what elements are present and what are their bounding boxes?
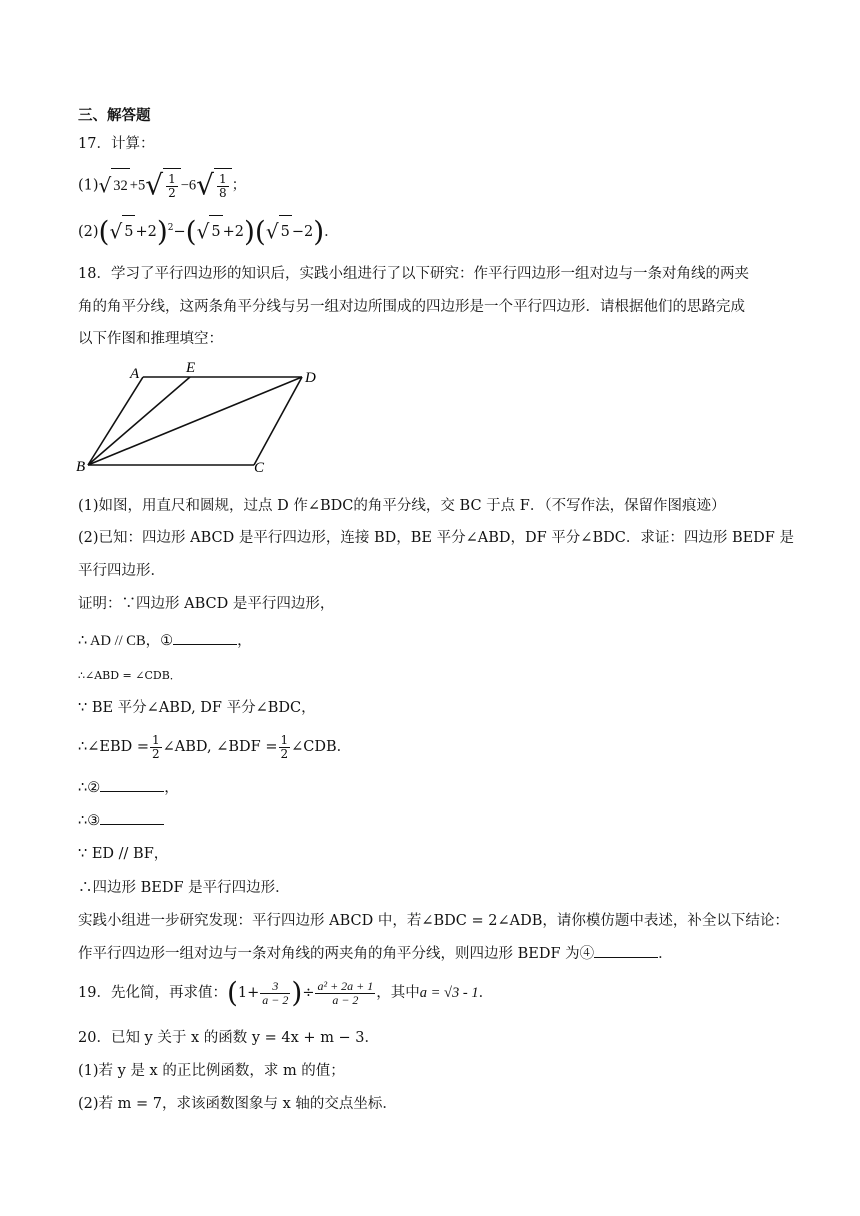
q19-divide: ÷ bbox=[302, 985, 315, 1001]
q20-part1: (1)若 y 是 x 的正比例函数，求 m 的值； bbox=[78, 1063, 345, 1079]
label-a: A bbox=[130, 366, 140, 382]
sqrt-32: √ 32 bbox=[99, 168, 130, 203]
proof-line5-a: ∴∠EBD = bbox=[78, 739, 149, 755]
label-d: D bbox=[305, 370, 316, 386]
q18-part2-line2: 平行四边形． bbox=[78, 563, 165, 579]
section-title: 三、解答题 bbox=[78, 107, 151, 124]
label-c: C bbox=[254, 460, 265, 476]
sqrt-eighth: √ $\frac{1}{8}$ bbox=[196, 168, 231, 203]
q19-one-plus: 1+ bbox=[237, 985, 260, 1001]
proof-line7-text: ∴③ bbox=[78, 813, 101, 829]
segment-be bbox=[88, 377, 190, 465]
proof-line9: ∴四边形 BEDF 是平行四边形． bbox=[78, 880, 290, 896]
q18-extension-line1: 实践小组进一步研究发现：平行四边形 ABCD 中，若∠BDC = 2∠ADB，请你模仿题中表述，补全以下结论： bbox=[78, 913, 789, 929]
q19-end: ． bbox=[478, 985, 494, 1001]
proof-line2 bbox=[78, 630, 252, 651]
q17-p1-label: (1) bbox=[78, 177, 99, 194]
proof-line6-text: ∴② bbox=[78, 780, 101, 796]
diagonal-bd bbox=[88, 377, 302, 465]
blank-2[interactable] bbox=[100, 777, 164, 792]
side-dc bbox=[254, 377, 302, 465]
q18-extension-line2-text: 作平行四边形一组对边与一条对角线的两夹角的角平分线，则四边形 BEDF 为④ bbox=[78, 946, 595, 962]
proof-line2-end: ， bbox=[237, 633, 252, 649]
side-ba bbox=[88, 377, 143, 465]
q17-stem: 17．计算： bbox=[78, 136, 155, 152]
q19-fraction-2: $\frac{\text{a² + 2a + 1}}{a - 2}$ bbox=[317, 978, 374, 1007]
q18-intro-line1: 18．学习了平行四边形的知识后，实践小组进行了以下研究：作平行四边形一组对边与一条对角线的两夹 bbox=[78, 266, 749, 282]
q18-intro-line3: 以下作图和推理填空： bbox=[78, 331, 223, 347]
q17-p2-label: (2) bbox=[78, 223, 99, 240]
half-fraction-2: $\frac{1}{2}$ bbox=[280, 732, 289, 761]
blank-1[interactable] bbox=[173, 630, 237, 645]
label-e: E bbox=[186, 360, 196, 376]
proof-line5-b: ∠ABD, ∠BDF = bbox=[162, 739, 278, 755]
proof-line5 bbox=[78, 730, 351, 764]
proof-line7 bbox=[78, 810, 164, 831]
blank-4[interactable] bbox=[594, 943, 658, 958]
q18-extension-line2 bbox=[78, 943, 673, 964]
proof-line6-end: ， bbox=[164, 780, 179, 796]
q18-intro-line2: 角的角平分线，这两条角平分线与另一组对边所围成的四边形是一个平行四边形．请根据他们的思路完成 bbox=[78, 299, 745, 315]
proof-line1: 证明：∵四边形 ABCD 是平行四边形， bbox=[78, 596, 335, 612]
q18-part1: (1)如图，用直尺和圆规，过点 D 作∠BDC的角平分线，交 BC 于点 F．（不写作法，保留作图痕迹） bbox=[78, 498, 726, 514]
q17-end1: ； bbox=[231, 177, 247, 194]
proof-line2-text: ∴ AD // CB，① bbox=[78, 633, 174, 649]
q17-end2: ． bbox=[324, 223, 339, 240]
q20-part2: (2)若 m = 7，求该函数图象与 x 轴的交点坐标． bbox=[78, 1096, 397, 1112]
half-fraction-1: $\frac{1}{2}$ bbox=[152, 732, 160, 761]
proof-line4: ∵ BE 平分∠ABD, DF 平分∠BDC， bbox=[78, 700, 316, 716]
label-b: B bbox=[76, 459, 86, 475]
proof-line5-c: ∠CDB． bbox=[291, 739, 352, 755]
q19-mid: ，其中 bbox=[376, 985, 420, 1001]
q20-stem: 20．已知 y 关于 x 的函数 y = 4x + m − 3． bbox=[78, 1030, 380, 1046]
parallelogram-figure bbox=[70, 355, 330, 480]
q19-stem: 19．先化简，再求值： bbox=[78, 985, 227, 1001]
q18-part2-line1: (2)已知：四边形 ABCD 是平行四边形，连接 BD，BE 平分∠ABD，DF 平分∠BDC．求证：四边形 BEDF 是 bbox=[78, 530, 794, 546]
q18-extension-line2-end: ． bbox=[658, 946, 673, 962]
proof-line3: ∴∠ABD = ∠CDB． bbox=[78, 669, 181, 682]
proof-line6 bbox=[78, 777, 179, 798]
q19: 19．先化简，再求值：(1+ $\frac{3}{a - 2}$ )÷ $\frac{\text{a² + 2a + 1}}{a - 2}$ ，其中a = √3 - 1． bbox=[78, 976, 494, 1009]
proof-line8: ∵ ED // BF， bbox=[78, 846, 169, 862]
blank-3[interactable] bbox=[100, 810, 164, 825]
q17-part2: (2)(√ 5 +2)$^2$−(√ 5 +2)(√ 5 −2)． bbox=[78, 214, 339, 248]
q17-part1: (1)√ 32 +5√ $\frac{1}{2}$ −6√ $\frac{1}{8}$ ； bbox=[78, 168, 247, 202]
q19-fraction-1: $\frac{3}{a - 2}$ bbox=[262, 978, 289, 1007]
q19-value: a = √3 - 1 bbox=[419, 985, 479, 1001]
sqrt-half: √ $\frac{1}{2}$ bbox=[145, 168, 180, 203]
